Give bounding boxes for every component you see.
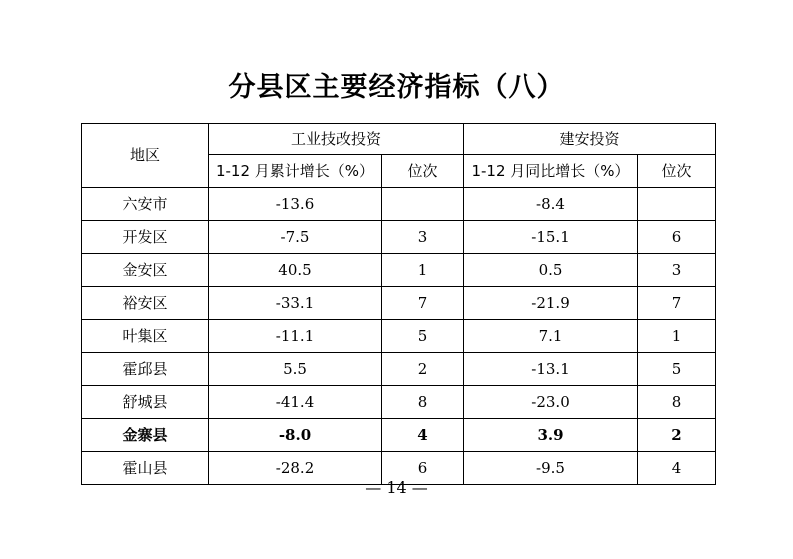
header-row-groups bbox=[82, 124, 716, 155]
construction-growth-cell: -23.0 bbox=[464, 386, 638, 419]
header-industrial-tech-investment: 工业技改投资 bbox=[209, 124, 464, 155]
region-cell: 叶集区 bbox=[82, 320, 209, 353]
table-row bbox=[82, 254, 716, 287]
region-cell: 霍山县 bbox=[82, 452, 209, 485]
page-title: 分县区主要经济指标（八） bbox=[228, 72, 565, 103]
header-industrial-rank: 位次 bbox=[382, 155, 464, 188]
construction-rank-cell: 1 bbox=[638, 320, 716, 353]
industrial-growth-cell: -13.6 bbox=[209, 188, 382, 221]
table-row-highlighted bbox=[82, 419, 716, 452]
header-construction-investment: 建安投资 bbox=[464, 124, 716, 155]
construction-rank-cell: 5 bbox=[638, 353, 716, 386]
industrial-growth-cell: -7.5 bbox=[209, 221, 382, 254]
construction-growth-cell: -21.9 bbox=[464, 287, 638, 320]
construction-growth-cell: 3.9 bbox=[464, 419, 638, 452]
construction-rank-cell: 4 bbox=[638, 452, 716, 485]
industrial-growth-cell: -11.1 bbox=[209, 320, 382, 353]
construction-growth-cell: -13.1 bbox=[464, 353, 638, 386]
industrial-rank-cell: 3 bbox=[382, 221, 464, 254]
construction-rank-cell: 7 bbox=[638, 287, 716, 320]
construction-rank-cell bbox=[638, 188, 716, 221]
industrial-rank-cell bbox=[382, 188, 464, 221]
industrial-rank-cell: 1 bbox=[382, 254, 464, 287]
table-row bbox=[82, 386, 716, 419]
industrial-rank-cell: 4 bbox=[382, 419, 464, 452]
industrial-rank-cell: 6 bbox=[382, 452, 464, 485]
region-cell: 舒城县 bbox=[82, 386, 209, 419]
table-row bbox=[82, 188, 716, 221]
table-row bbox=[82, 320, 716, 353]
table-row bbox=[82, 353, 716, 386]
region-cell: 金安区 bbox=[82, 254, 209, 287]
industrial-growth-cell: -28.2 bbox=[209, 452, 382, 485]
construction-growth-cell: -8.4 bbox=[464, 188, 638, 221]
construction-rank-cell: 6 bbox=[638, 221, 716, 254]
industrial-growth-cell: -41.4 bbox=[209, 386, 382, 419]
table-row bbox=[82, 287, 716, 320]
region-cell: 裕安区 bbox=[82, 287, 209, 320]
construction-rank-cell: 8 bbox=[638, 386, 716, 419]
industrial-rank-cell: 5 bbox=[382, 320, 464, 353]
industrial-growth-cell: -8.0 bbox=[209, 419, 382, 452]
construction-growth-cell: -15.1 bbox=[464, 221, 638, 254]
construction-rank-cell: 3 bbox=[638, 254, 716, 287]
header-construction-growth: 1-12 月同比增长（%） bbox=[464, 155, 638, 188]
region-cell: 金寨县 bbox=[82, 419, 209, 452]
region-cell: 六安市 bbox=[82, 188, 209, 221]
industrial-rank-cell: 8 bbox=[382, 386, 464, 419]
industrial-rank-cell: 7 bbox=[382, 287, 464, 320]
industrial-rank-cell: 2 bbox=[382, 353, 464, 386]
industrial-growth-cell: -33.1 bbox=[209, 287, 382, 320]
industrial-growth-cell: 40.5 bbox=[209, 254, 382, 287]
header-region: 地区 bbox=[82, 124, 209, 188]
header-industrial-growth: 1-12 月累计增长（%） bbox=[209, 155, 382, 188]
economic-indicators-table bbox=[81, 123, 716, 485]
industrial-growth-cell: 5.5 bbox=[209, 353, 382, 386]
region-cell: 霍邱县 bbox=[82, 353, 209, 386]
header-construction-rank: 位次 bbox=[638, 155, 716, 188]
region-cell: 开发区 bbox=[82, 221, 209, 254]
construction-growth-cell: 0.5 bbox=[464, 254, 638, 287]
table-row bbox=[82, 221, 716, 254]
construction-rank-cell: 2 bbox=[638, 419, 716, 452]
page-number: — 14 — bbox=[365, 478, 428, 497]
construction-growth-cell: -9.5 bbox=[464, 452, 638, 485]
construction-growth-cell: 7.1 bbox=[464, 320, 638, 353]
